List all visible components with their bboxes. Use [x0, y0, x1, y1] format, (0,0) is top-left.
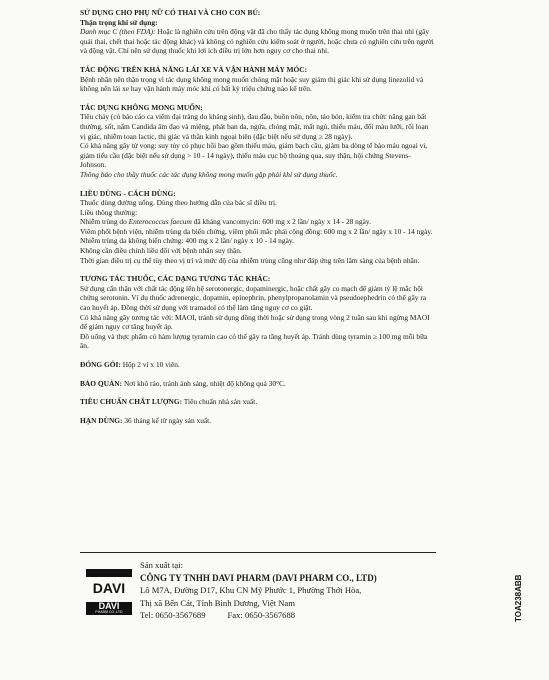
leaflet-code: TOA238ABB	[514, 574, 523, 622]
packing-label: ĐÓNG GÓI:	[80, 360, 121, 369]
section-line	[80, 217, 436, 227]
phone-number: Tel: 0650-3567689	[140, 610, 206, 620]
section-paragraph: Sử dụng cẩn thận với chất tác động lên hệ serotonergic, dopaminergic, hoặc chất gây co mạch để giảm tỷ lệ mắc hội chứng serotonin. Ví dụ thuốc adrenergic, dopamin, epinephrin, phenylpropanolamin và pseudoephedrin có thể gây ra cao huyết áp. Đồng thời sử dụng với tramadol có thể làm tăng nguy cơ co giật.	[80, 283, 427, 313]
paragraph-text: Hoặc là nghiên cứu trên động vật đã cho thấy tác dụng không mong muốn trên thai nhi (gây quái thai, chết thai hoặc tác động khác) và không có nghiên cứu kiểm soát ở người, hoặc chưa có nghiên cứu trên người và động vật. Chỉ nên sử dụng thuốc khi lợi ích điều trị lớn hơn nguy cơ cho thai nhi.	[80, 27, 434, 56]
section-line: Viêm phổi bệnh viện, nhiễm trùng da biến chứng, viêm phổi mắc phải cộng đồng: 600 mg x 2 lần/ ngày x 10 - 14 ngày.	[80, 226, 433, 236]
section-line: Thuốc dùng đường uống. Dùng theo hướng dẫn của bác sĩ điều trị.	[80, 198, 277, 208]
section-heading: SỬ DỤNG CHO PHỤ NỮ CÓ THAI VÀ CHO CON BÚ:	[80, 8, 261, 17]
section-heading: TÁC DỤNG KHÔNG MONG MUỐN:	[80, 102, 203, 112]
standard-value: Tiêu chuẩn nhà sản xuất.	[182, 397, 258, 407]
standard-label: TIÊU CHUẨN CHẤT LƯỢNG:	[80, 397, 183, 407]
storage-value: Nơi khô ráo, tránh ánh sáng, nhiệt độ không quá 30°C.	[122, 378, 286, 388]
section-paragraph: Đồ uống và thực phẩm có hàm lượng tyramin cao có thể gây ra tăng huyết áp. Tránh dùng tyramin ≥ 100 mg mỗi bữa ăn.	[80, 331, 428, 351]
section-paragraph: Bệnh nhân nên thận trọng vì tác dụng không mong muốn chóng mặt hoặc suy giảm thị giác khi sử dụng linezolid và không nên lái xe hay vận hành máy móc khi có bất kỳ triệu chứng nào kể trên.	[80, 74, 424, 94]
line-text: Nhiễm trùng do	[80, 217, 129, 227]
organism-name: Enterococcus faecum	[128, 217, 192, 227]
manufacturer-info	[140, 559, 440, 622]
section-packing	[80, 360, 436, 370]
section-pregnancy	[80, 8, 436, 56]
company-name: CÔNG TY TNHH DAVI PHARM (DAVI PHARM CO., LTD)	[140, 572, 377, 583]
section-expiry	[80, 416, 436, 426]
section-storage	[80, 379, 436, 389]
logo-wordmark: DAVI	[92, 580, 126, 596]
address-line-2: Thị xã Bến Cát, Tỉnh Bình Dương, Việt Nam	[140, 597, 295, 608]
section-heading: TƯƠNG TÁC THUỐC, CÁC DẠNG TƯƠNG TÁC KHÁC:	[80, 274, 271, 284]
section-paragraph: Có khả năng gây tương tác với: MAOI, tránh sử dụng đồng thời hoặc sử dụng trong vòng 2 tuần sau khi ngừng MAOI để giảm nguy cơ tăng huyết áp.	[80, 312, 430, 332]
davi-logo	[86, 569, 132, 615]
logo-wordmark-inverse: DAVI	[98, 601, 120, 611]
section-dosage	[80, 189, 436, 266]
made-at-label: Sản xuất tại:	[140, 560, 183, 570]
address-line-1: Lô M7A, Đường D17, Khu CN Mỹ Phước 1, Phường Thới Hòa,	[140, 585, 362, 595]
section-paragraph: Có khả năng gây tử vong: suy tủy có phục hồi bao gồm thiếu máu, giảm bạch cầu, giảm ba dòng tế bào máu ngoại vi, giảm tiểu cầu (đặc biệt nếu sử dụng > 10 - 14 ngày), thiếu máu cục bộ thoáng qua, suy thận, hội chứng Stevens-Johnson.	[80, 141, 428, 170]
leaflet-body	[80, 8, 436, 434]
expiry-value: 36 tháng kể từ ngày sản xuất.	[122, 415, 212, 425]
section-line: Nhiễm trùng da không biến chứng: 400 mg x 2 lần/ ngày x 10 - 14 ngày.	[80, 236, 294, 246]
section-note: Thông báo cho thầy thuốc các tác dụng không mong muốn gặp phải khi sử dụng thuốc.	[80, 169, 338, 179]
section-paragraph	[80, 27, 436, 56]
section-heading: TÁC ĐỘNG TRÊN KHẢ NĂNG LÁI XE VÀ VẬN HÀNH MÁY MÓC:	[80, 64, 307, 74]
section-line: Không cần điều chỉnh liều đối với bệnh nhân suy thận.	[80, 246, 242, 256]
storage-label: BẢO QUẢN:	[80, 378, 123, 388]
packing-value: Hộp 2 vỉ x 10 viên.	[120, 360, 180, 369]
line-text: đã kháng vancomycin: 600 mg x 2 lần/ ngày x 14 - 28 ngày.	[191, 217, 371, 227]
section-driving	[80, 65, 436, 94]
section-heading: LIỀU DÙNG - CÁCH DÙNG:	[80, 188, 176, 198]
section-standard	[80, 397, 436, 407]
section-paragraph: Tiêu chảy (có báo cáo ca viêm đại tràng do kháng sinh), đau đầu, buồn nôn, nôn, táo bón, kiểm tra chức năng gan bất thường, sốt, nấm Candida âm đạo và miệng, phát ban da, ngứa, chóng mặt, mất ngủ, thiếu máu, đổi màu lưỡi, rối loạn vị giác, nhiễm toan lactic, thị giác và thần kinh ngoại biên (đặc biệt nếu sử dụng ≥ 28 ngày).	[80, 112, 429, 141]
fax-number: Fax: 0650-3567688	[227, 610, 296, 620]
section-line: Liều thông thường:	[80, 207, 138, 217]
fda-category: Danh mục C (theo FDA):	[80, 27, 156, 37]
section-side-effects	[80, 103, 436, 180]
section-line: Thời gian điều trị cụ thể tùy theo vị trí và mức độ của nhiễm trùng cũng như đáp ứng trên lâm sàng của bệnh nhân.	[80, 255, 420, 265]
section-interactions	[80, 274, 436, 351]
expiry-label: HẠN DÙNG:	[80, 415, 123, 425]
manufacturer-footer	[80, 552, 436, 623]
section-subheading: Thận trọng khi sử dụng:	[80, 17, 158, 27]
logo-subtext: PHARM CO.,LTD	[95, 610, 123, 614]
